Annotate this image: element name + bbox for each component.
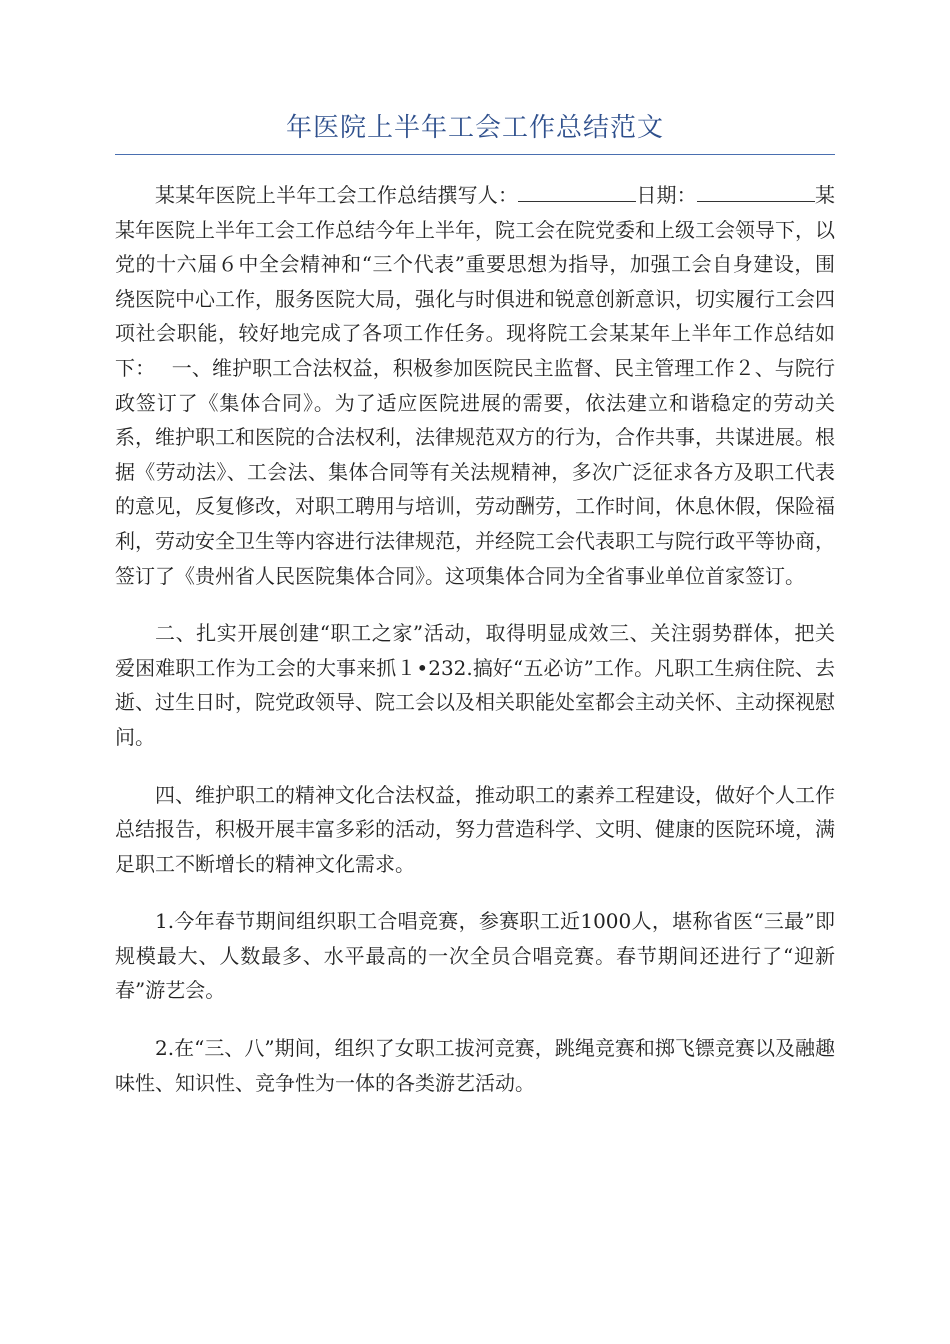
paragraph-5: 2.在“三、八”期间，组织了女职工拔河竞赛，跳绳竞赛和掷飞镖竞赛以及融趣味性、知识性、竞争性为一体的各类游艺活动。 — [115, 1036, 835, 1095]
paragraph-1 — [115, 178, 835, 593]
date-blank — [697, 180, 815, 202]
document-body — [115, 178, 835, 1123]
title-underline — [115, 154, 835, 155]
paragraph-1-text: 某某年医院上半年工会工作总结今年上半年，院工会在院党委和上级工会领导下，以党的十六届６中全会精神和“三个代表”重要思想为指导，加强工会自身建设，围绕医院中心工作，服务医院大局，强化与时俱进和锐意创新意识，切实履行工会四项社会职能，较好地完成了各项工作任务。现将院工会某某年上半年工作总结如下： 一、维护职工合法权益，积极参加医院民主监督、民主管理工作２、与院行政签订了《集体合同》。为了适应医院进展的需要，依法建立和谐稳定的劳动关系，维护职工和医院的合法权利，法律规范双方的行为，合作共事，共谋进展。根据《劳动法》、工会法、集体合同等有关法规精神，多次广泛征求各方及职工代表的意见，反复修改，对职工聘用与培训，劳动酬劳，工作时间，休息休假，保险福利，劳动安全卫生等内容进行法律规范，并经院工会代表职工与院行政平等协商，签订了《贵州省人民医院集体合同》。这项集体合同为全省事业单位首家签订。 — [115, 183, 836, 588]
paragraph-4: 1.今年春节期间组织职工合唱竞赛，参赛职工近1000人，堪称省医“三最”即规模最大、人数最多、水平最高的一次全员合唱竞赛。春节期间还进行了“迎新春”游艺会。 — [115, 909, 835, 1003]
author-label: 某某年医院上半年工会工作总结撰写人： — [155, 183, 519, 207]
paragraph-3: 四、维护职工的精神文化合法权益，推动职工的素养工程建设，做好个人工作总结报告，积极开展丰富多彩的活动，努力营造科学、文明、健康的医院环境，满足职工不断增长的精神文化需求。 — [115, 782, 835, 876]
paragraph-2: 二、扎实开展创建“职工之家”活动，取得明显成效三、关注弱势群体，把关爱困难职工作为工会的大事来抓１•232.搞好“五必访”工作。凡职工生病住院、去逝、过生日时，院党政领导、院工会以及相关职能处室都会主动关怀、主动探视慰问。 — [115, 621, 835, 749]
date-label: 日期： — [636, 183, 697, 207]
author-blank — [518, 180, 636, 202]
page-title: 年医院上半年工会工作总结范文 — [285, 113, 664, 143]
